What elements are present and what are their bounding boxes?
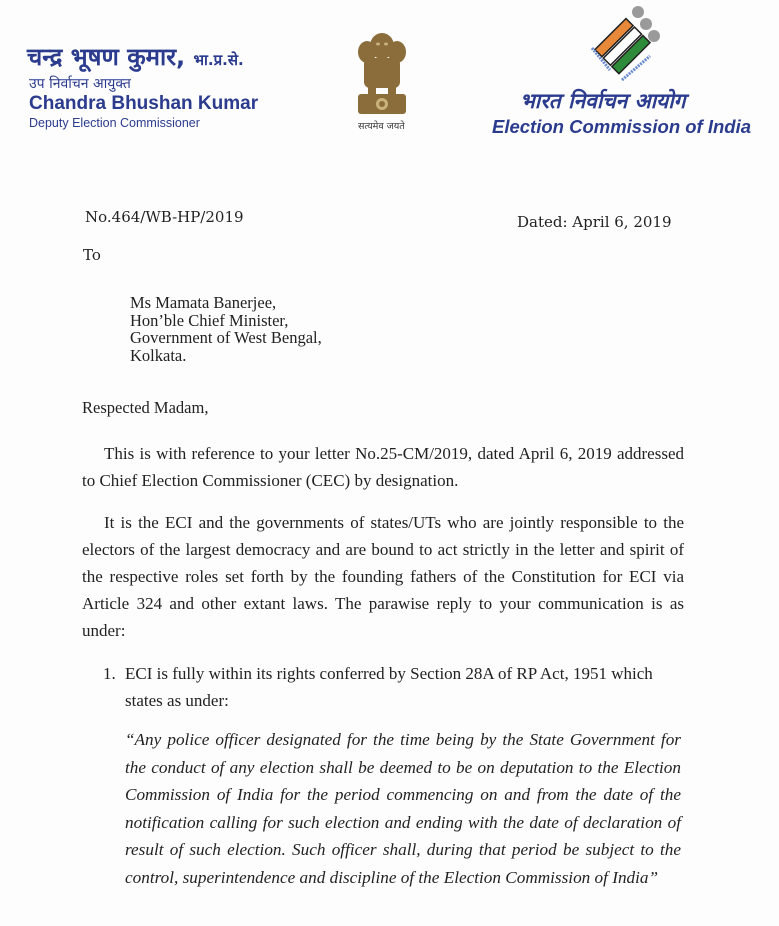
body-paragraph-text: This is with reference to your letter No.25-CM/2019, dated April 6, 2019 addressed to Chief Election Commissioner (CEC) by designation. [82,444,684,490]
addressee-line: Ms Mamata Banerjee, [130,293,277,312]
reference-number: No.464/WB-HP/2019 [85,208,244,226]
numbered-point [103,660,683,714]
addressee-line: Government of West Bengal, [130,328,322,348]
org-name-english: Election Commission of India [492,116,752,137]
body-paragraph [82,509,684,644]
body-paragraph-text: It is the ECI and the governments of states/UTs who are jointly responsible to the electors of the largest democracy and are bound to act strictly in the letter and spirit of the respective roles set forth by the founding fathers of the Constitution for ECI via Article 324 and other extant laws. The parawise reply to your communication is as under: [82,513,684,640]
legal-quote: “Any police officer designated for the time being by the State Government for the conduct of any election shall be deemed to be on deputation to the Election Commission of India for the period commencing on and from the date of the notification calling for such election and ending with the date of declaration of result of such election. Such officer shall, during that period be subject to the control, superintendence and discipline of the Election Commission of India” [125,730,681,887]
addressee-line: Hon’ble Chief Minister, [130,310,289,330]
point-text: ECI is fully within its rights conferred by Section 28A of RP Act, 1951 which states as under: [125,664,653,710]
salutation: Respected Madam, [82,398,209,417]
emblem-motto: सत्यमेव जयते [358,121,405,132]
to-label: To [83,246,101,264]
point-number: 1. [103,664,116,683]
official-name-english: Chandra Bhushan Kumar [29,93,259,114]
org-name-hindi: भारत निर्वाचन आयोग [520,89,686,113]
official-name-hindi [27,40,244,73]
official-service-suffix: भा.प्र.से. [193,51,244,69]
eci-logo-icon [578,4,678,84]
official-title-english: Deputy Election Commissioner [29,116,200,130]
official-name-hindi-text: चन्द्र भूषण कुमार, [27,43,186,71]
national-emblem-icon [354,28,410,120]
letter-date: Dated: April 6, 2019 [517,213,672,231]
addressee-line: Kolkata. [130,345,187,365]
official-title-hindi: उप निर्वाचन आयुक्त [29,76,131,92]
addressee-block [130,294,322,364]
body-paragraph [82,440,684,494]
